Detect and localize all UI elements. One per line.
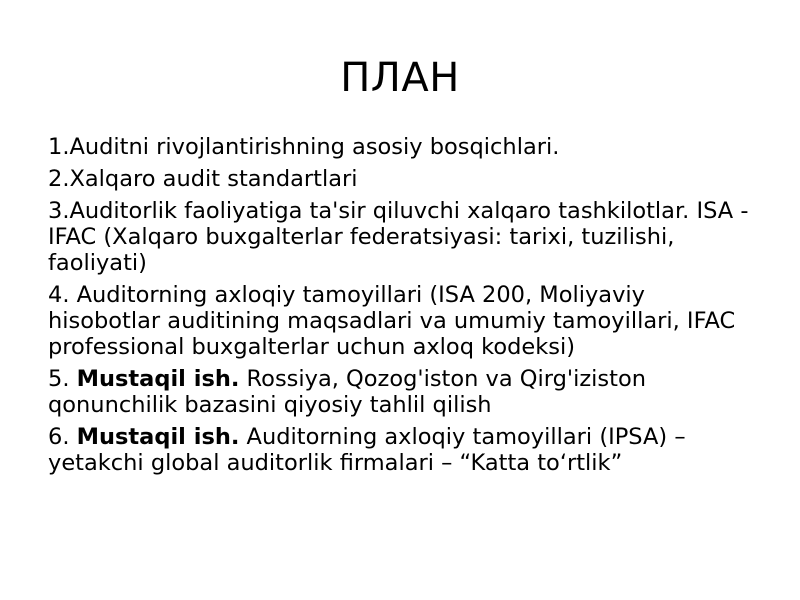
plan-item-5 (48, 366, 760, 418)
slide-title: ПЛАН (340, 55, 460, 101)
plan-item-bold: Mustaqil ish. (76, 424, 240, 450)
plan-item-4 (48, 282, 760, 360)
plan-item-prefix: 5. (48, 366, 77, 392)
plan-item-prefix: 6. (48, 424, 77, 450)
plan-list (48, 134, 760, 482)
plan-item-rest: Auditorning axloqiy tamoyillari (IPSA) – yetakchi global auditorlik firmalari – “Katta to‘rtlik” (48, 424, 686, 476)
plan-item-text: 1.Auditni rivojlantirishning asosiy bosqichlari. (48, 134, 560, 160)
plan-item-rest: Rossiya, Qozog'iston va Qirg'iziston qonunchilik bazasini qiyosiy tahlil qilish (48, 366, 646, 418)
plan-item-6 (48, 424, 760, 476)
plan-item-text: 2.Xalqaro audit standartlari (48, 166, 358, 192)
plan-item-1 (48, 134, 760, 160)
plan-item-3 (48, 198, 760, 276)
plan-item-bold: Mustaqil ish. (76, 366, 240, 392)
plan-item-text: 3.Auditorlik faoliyatiga ta'sir qiluvchi xalqaro tashkilotlar. ISA - IFAC (Xalqaro buxgalterlar federatsiyasi: tarixi, tuzilishi, faoliyati) (48, 198, 749, 276)
plan-item-text: 4. Auditorning axloqiy tamoyillari (ISA 200, Moliyaviy hisobotlar auditining maqsadlari va umumiy tamoyillari, IFAC professional buxgalterlar uchun axloq kodeksi) (48, 282, 736, 360)
plan-item-2 (48, 166, 760, 192)
